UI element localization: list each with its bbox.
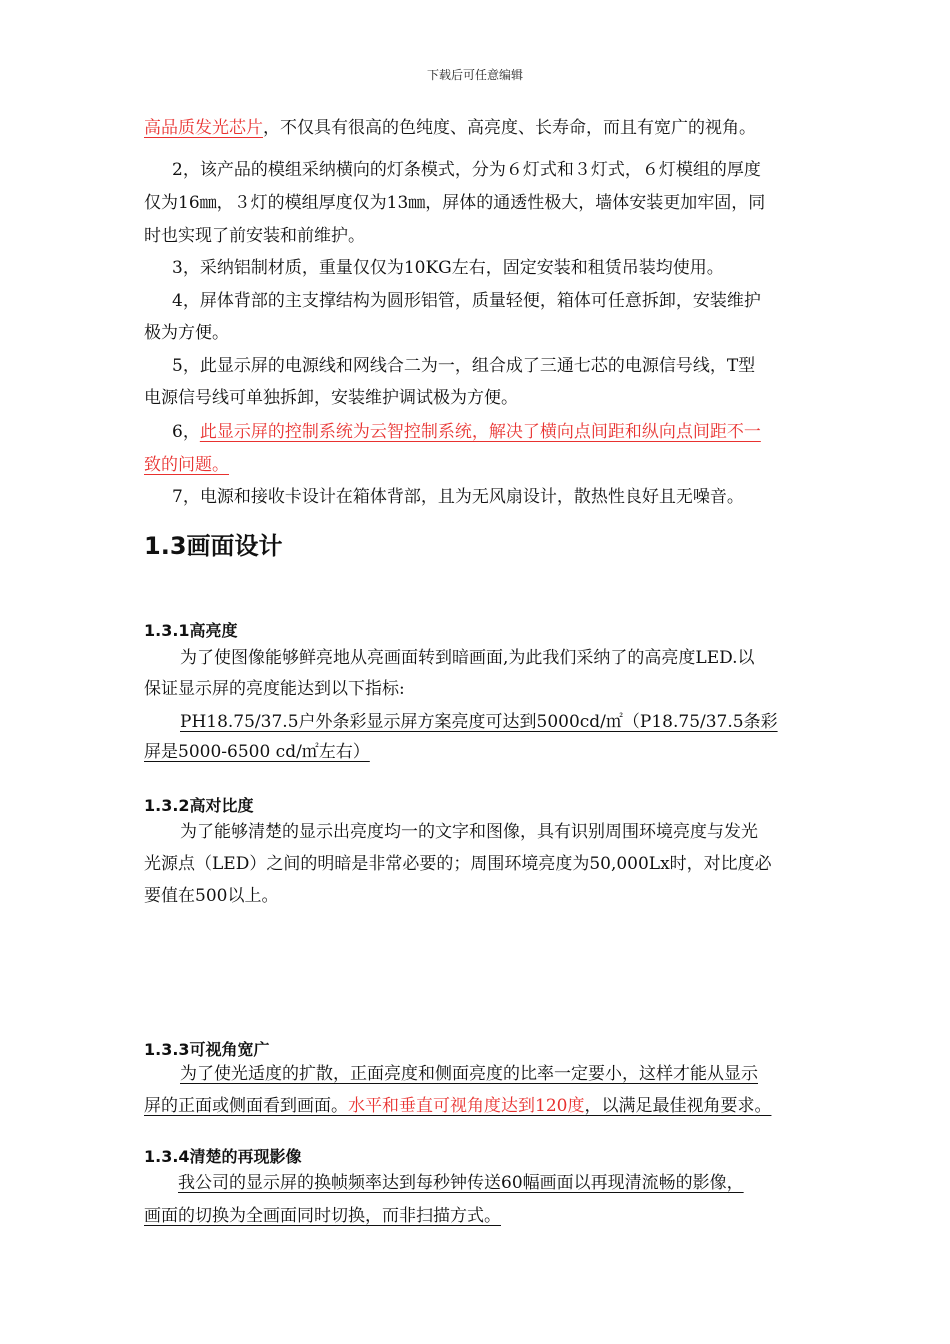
s1-para-2-line-1: PH18.75/37.5户外条彩显示屏方案亮度可达到5000cd/㎡（P18.75/37.5条彩: [180, 712, 778, 732]
item-7-line-1: 7，电源和接收卡设计在箱体背部，且为无风扇设计，散热性良好且无噪音。: [172, 487, 744, 507]
s1-para-1-line-1: 为了使图像能够鲜亮地从亮画面转到暗画面,为此我们采纳了的高亮度LED.以: [180, 648, 755, 668]
item-3-line-1: 3，采纳铝制材质，重量仅仅为10KG左右，固定安装和租赁吊装均使用。: [172, 258, 724, 278]
item-2-line-1: 2，该产品的模组采纳横向的灯条模式，分为６灯式和３灯式，６灯模组的厚度: [172, 160, 761, 180]
s3-line-1: 为了使光适度的扩散，正面亮度和侧面亮度的比率一定要小，这样才能从显示: [180, 1064, 758, 1084]
item-6-number: 6，: [172, 422, 200, 442]
s3-line-2: [144, 1094, 771, 1118]
item-2-line-3: 时也实现了前安装和前维护。: [144, 226, 365, 246]
s2-line-3: 要值在500以上。: [144, 886, 279, 906]
s1-para-1-line-2: 保证显示屏的亮度能达到以下指标:: [144, 679, 405, 699]
page-header: 下载后可任意编辑: [426, 68, 523, 82]
item-5-line-1: 5，此显示屏的电源线和网线合二为一，组合成了三通七芯的电源信号线，T型: [172, 356, 756, 376]
subsection-4-title: 1.3.4清楚的再现影像: [144, 1147, 302, 1166]
item-2-line-2: 仅为16㎜，３灯的模组厚度仅为13㎜，屏体的通透性极大，墙体安装更加牢固，同: [144, 193, 766, 213]
item-6-line-2: 致的问题。: [144, 455, 229, 475]
item-6-line-1: [172, 420, 761, 444]
item-5-line-2: 电源信号线可单独拆卸，安装维护调试极为方便。: [144, 388, 518, 408]
subsection-2-title: 1.3.2高对比度: [144, 796, 254, 815]
s2-line-1: 为了能够清楚的显示出亮度均一的文字和图像，具有识别周围环境亮度与发光: [180, 822, 758, 842]
s4-line-1: 我公司的显示屏的换帧频率达到每秒钟传送60幅画面以再现清流畅的影像，: [178, 1173, 744, 1193]
subsection-3-title: 1.3.3可视角宽广: [144, 1040, 270, 1059]
section-title: 1.3画面设计: [144, 532, 283, 560]
intro-line: [144, 116, 756, 140]
subsection-1-title: 1.3.1高亮度: [144, 621, 238, 640]
intro-link[interactable]: 高品质发光芯片: [144, 118, 263, 138]
item-6-highlight: 此显示屏的控制系统为云智控制系统，解决了横向点间距和纵向点间距不一: [199, 422, 761, 442]
s3-line-2-end: ，以满足最佳视角要求。: [584, 1096, 772, 1116]
s3-viewing-angle: 水平和垂直可视角度达到120度: [348, 1096, 585, 1116]
s1-para-2-line-2: 屏是5000-6500 cd/㎡左右）: [144, 742, 370, 762]
item-4-line-2: 极为方便。: [144, 323, 229, 343]
item-4-line-1: 4，屏体背部的主支撑结构为圆形铝管，质量轻便，箱体可任意拆卸，安装维护: [172, 291, 761, 311]
s2-line-2: 光源点（LED）之间的明暗是非常必要的；周围环境亮度为50,000Lx时，对比度必: [144, 854, 772, 874]
s4-line-2: 画面的切换为全画面同时切换，而非扫描方式。: [144, 1206, 501, 1226]
intro-text: ，不仅具有很高的色纯度、高亮度、长寿命，而且有宽广的视角。: [263, 118, 756, 138]
s3-line-2-start: 屏的正面或侧面看到画面。: [144, 1096, 348, 1116]
